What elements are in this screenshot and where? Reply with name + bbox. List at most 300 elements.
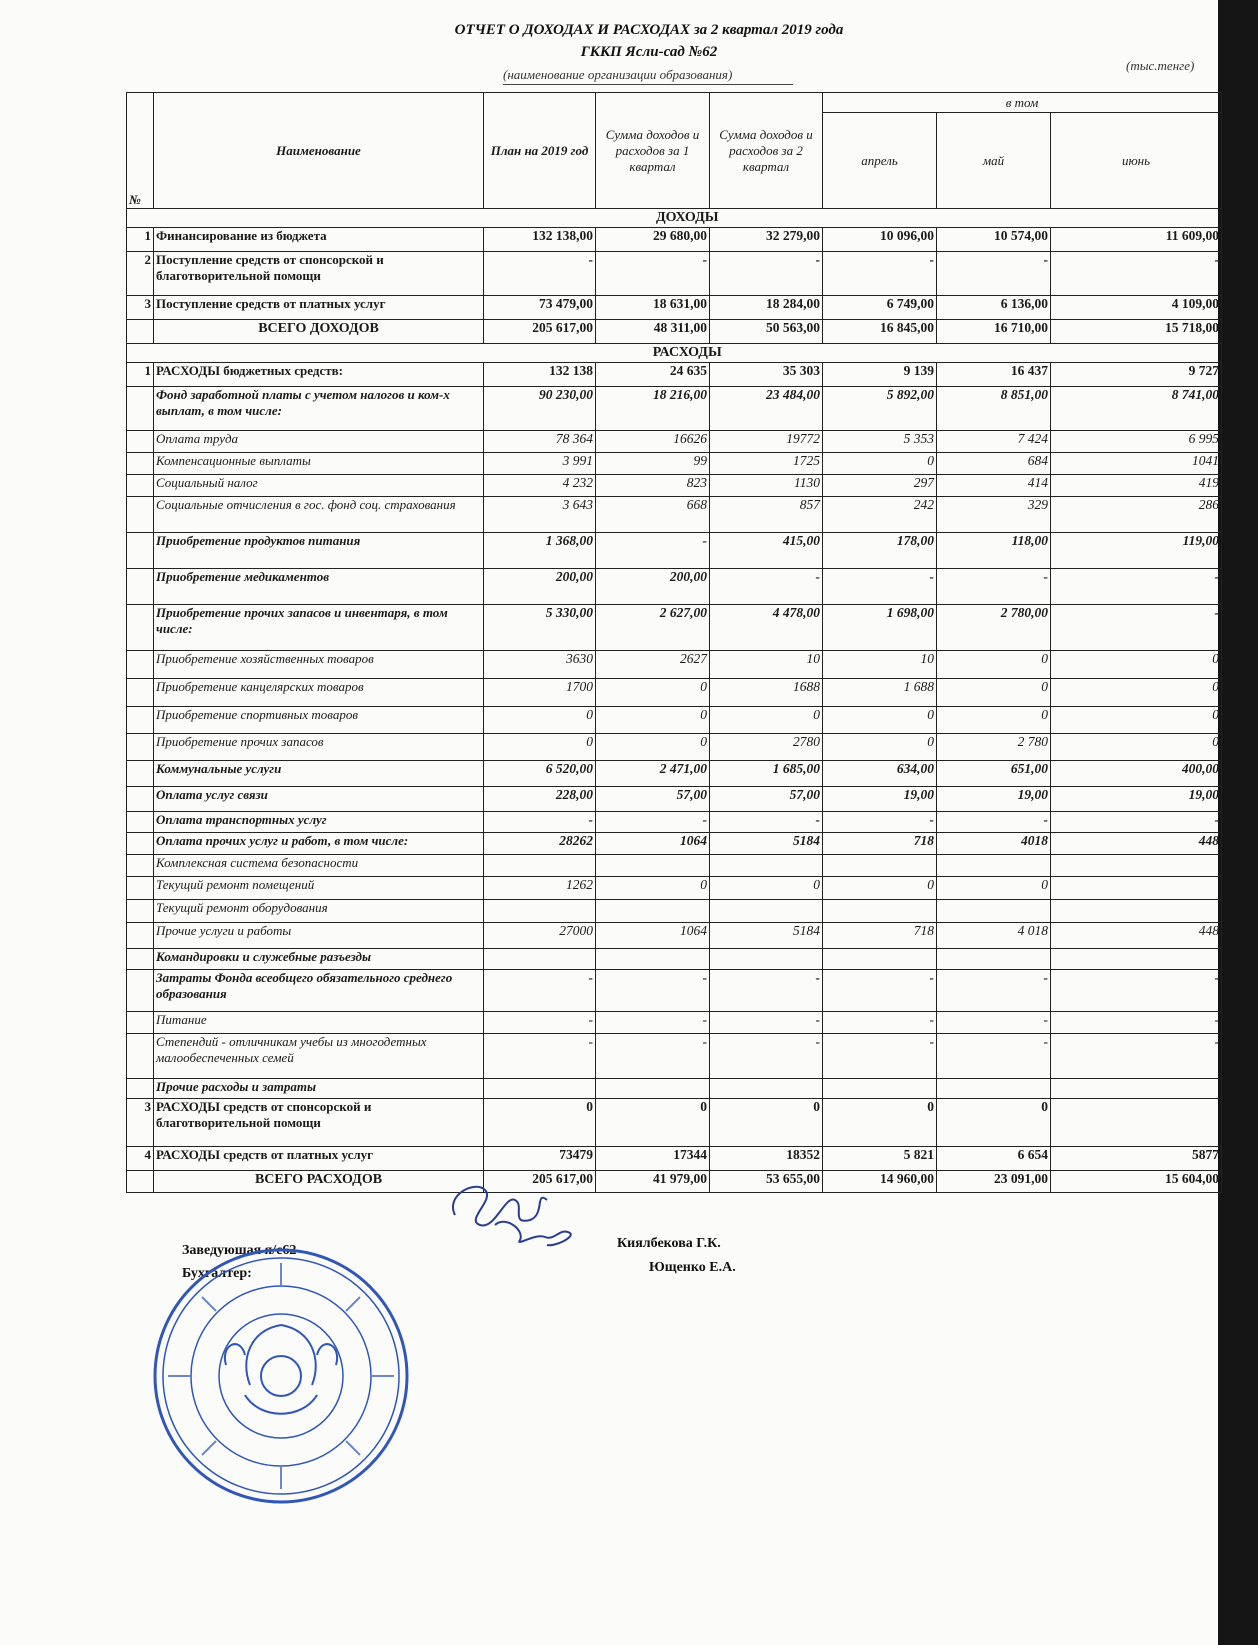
- cell-no: [127, 833, 154, 855]
- cell-q1: -: [596, 812, 710, 833]
- cell-name: ВСЕГО РАСХОДОВ: [154, 1171, 484, 1193]
- cell-jun: 0: [1051, 734, 1222, 761]
- table-row: [127, 761, 1222, 787]
- cell-apr: [823, 949, 937, 970]
- cell-may: 10 574,00: [937, 228, 1051, 252]
- table-row: [127, 877, 1222, 900]
- cell-no: [127, 497, 154, 533]
- cell-plan: 0: [484, 707, 596, 734]
- cell-jun: -: [1051, 812, 1222, 833]
- cell-jun: 5877: [1051, 1147, 1222, 1171]
- expense-rows: [127, 363, 1222, 1193]
- header-may: май: [937, 113, 1051, 209]
- header-april: апрель: [823, 113, 937, 209]
- cell-q1: 16626: [596, 431, 710, 453]
- cell-q1: -: [596, 533, 710, 569]
- cell-name: Текущий ремонт помещений: [154, 877, 484, 900]
- cell-apr: 10: [823, 651, 937, 679]
- cell-may: 19,00: [937, 787, 1051, 812]
- section-expense-label: РАСХОДЫ: [154, 344, 1222, 363]
- cell-q2: 18 284,00: [710, 296, 823, 320]
- cell-name: Приобретение хозяйственных товаров: [154, 651, 484, 679]
- cell-jun: 0: [1051, 707, 1222, 734]
- cell-name: Прочие услуги и работы: [154, 923, 484, 949]
- cell-jun: 419: [1051, 475, 1222, 497]
- cell-name: Фонд заработной платы с учетом налогов и ком-х выплат, в том числе:: [154, 387, 484, 431]
- cell-apr: [823, 900, 937, 923]
- cell-q1: 1064: [596, 833, 710, 855]
- cell-plan: 3630: [484, 651, 596, 679]
- table-row: [127, 855, 1222, 877]
- table-row: [127, 475, 1222, 497]
- cell-name: Компенсационные выплаты: [154, 453, 484, 475]
- cell-q1: 18 216,00: [596, 387, 710, 431]
- cell-jun: -: [1051, 970, 1222, 1012]
- cell-plan: 132 138: [484, 363, 596, 387]
- header-group: в том: [823, 93, 1222, 113]
- cell-name: РАСХОДЫ средств от спонсорской и благотворительной помощи: [154, 1099, 484, 1147]
- cell-plan: 0: [484, 1099, 596, 1147]
- table-row: [127, 949, 1222, 970]
- cell-q1: 1064: [596, 923, 710, 949]
- cell-jun: 448: [1051, 923, 1222, 949]
- table-row: [127, 533, 1222, 569]
- cell-apr: 1 688: [823, 679, 937, 707]
- cell-name: Коммунальные услуги: [154, 761, 484, 787]
- cell-jun: 448: [1051, 833, 1222, 855]
- cell-name: РАСХОДЫ бюджетных средств:: [154, 363, 484, 387]
- cell-apr: 5 892,00: [823, 387, 937, 431]
- cell-jun: 6 995: [1051, 431, 1222, 453]
- cell-plan: 28262: [484, 833, 596, 855]
- cell-no: [127, 949, 154, 970]
- cell-q2: 0: [710, 877, 823, 900]
- cell-q1: 823: [596, 475, 710, 497]
- cell-q1: 2 627,00: [596, 605, 710, 651]
- cell-may: 0: [937, 651, 1051, 679]
- cell-apr: 0: [823, 877, 937, 900]
- cell-plan: 78 364: [484, 431, 596, 453]
- cell-no: [127, 1171, 154, 1193]
- cell-name: Текущий ремонт оборудования: [154, 900, 484, 923]
- cell-q2: 35 303: [710, 363, 823, 387]
- cell-no: [127, 605, 154, 651]
- cell-q1: [596, 949, 710, 970]
- cell-may: [937, 855, 1051, 877]
- cell-name: Оплата прочих услуг и работ, в том числе:: [154, 833, 484, 855]
- cell-jun: 0: [1051, 651, 1222, 679]
- table-row: [127, 431, 1222, 453]
- cell-name: Приобретение прочих запасов и инвентаря, в том числе:: [154, 605, 484, 651]
- cell-no: [127, 812, 154, 833]
- cell-no: [127, 453, 154, 475]
- table-row: [127, 900, 1222, 923]
- cell-q1: [596, 1079, 710, 1099]
- cell-q2: 857: [710, 497, 823, 533]
- cell-name: Поступление средств от спонсорской и благотворительной помощи: [154, 252, 484, 296]
- cell-no: [127, 734, 154, 761]
- cell-q1: 41 979,00: [596, 1171, 710, 1193]
- cell-q2: 415,00: [710, 533, 823, 569]
- cell-name: Приобретение спортивных товаров: [154, 707, 484, 734]
- cell-jun: 15 604,00: [1051, 1171, 1222, 1193]
- cell-apr: 1 698,00: [823, 605, 937, 651]
- table-row: [127, 1079, 1222, 1099]
- cell-plan: [484, 949, 596, 970]
- cell-no: [127, 855, 154, 877]
- cell-jun: 8 741,00: [1051, 387, 1222, 431]
- cell-may: -: [937, 1012, 1051, 1034]
- cell-plan: 205 617,00: [484, 320, 596, 344]
- table-row: [127, 1012, 1222, 1034]
- cell-no: [127, 1012, 154, 1034]
- cell-may: 23 091,00: [937, 1171, 1051, 1193]
- cell-may: 118,00: [937, 533, 1051, 569]
- cell-apr: 5 353: [823, 431, 937, 453]
- cell-q1: 0: [596, 707, 710, 734]
- cell-q1: [596, 900, 710, 923]
- cell-may: 0: [937, 877, 1051, 900]
- cell-may: 0: [937, 1099, 1051, 1147]
- cell-no: [127, 923, 154, 949]
- cell-no: [127, 1034, 154, 1079]
- cell-q2: 1 685,00: [710, 761, 823, 787]
- cell-plan: 3 643: [484, 497, 596, 533]
- cell-plan: 27000: [484, 923, 596, 949]
- cell-no: 2: [127, 252, 154, 296]
- cell-jun: [1051, 949, 1222, 970]
- org-underline: [503, 84, 793, 85]
- cell-q2: 50 563,00: [710, 320, 823, 344]
- cell-q1: [596, 855, 710, 877]
- cell-name: ВСЕГО ДОХОДОВ: [154, 320, 484, 344]
- cell-jun: [1051, 855, 1222, 877]
- cell-jun: [1051, 877, 1222, 900]
- cell-q1: 0: [596, 1099, 710, 1147]
- signature-scribble: [435, 1175, 585, 1250]
- cell-name: Командировки и служебные разъезды: [154, 949, 484, 970]
- cell-plan: 90 230,00: [484, 387, 596, 431]
- cell-apr: 14 960,00: [823, 1171, 937, 1193]
- cell-may: 684: [937, 453, 1051, 475]
- cell-no: [127, 877, 154, 900]
- cell-name: Питание: [154, 1012, 484, 1034]
- cell-q1: 57,00: [596, 787, 710, 812]
- table-row: [127, 387, 1222, 431]
- cell-may: 414: [937, 475, 1051, 497]
- cell-q1: 99: [596, 453, 710, 475]
- cell-plan: 205 617,00: [484, 1171, 596, 1193]
- cell-jun: -: [1051, 1012, 1222, 1034]
- accountant-name: Ющенко Е.А.: [649, 1260, 736, 1275]
- cell-plan: 0: [484, 734, 596, 761]
- cell-q1: -: [596, 1012, 710, 1034]
- table-row: [127, 1099, 1222, 1147]
- accountant-label: Бухгалтер:: [182, 1266, 252, 1281]
- cell-q2: 18352: [710, 1147, 823, 1171]
- cell-jun: 15 718,00: [1051, 320, 1222, 344]
- cell-jun: 4 109,00: [1051, 296, 1222, 320]
- cell-q1: -: [596, 1034, 710, 1079]
- cell-apr: 297: [823, 475, 937, 497]
- section-income-label: ДОХОДЫ: [154, 209, 1222, 228]
- cell-no: [127, 900, 154, 923]
- organization-name: ГККП Ясли-сад №62: [580, 44, 718, 60]
- cell-jun: 119,00: [1051, 533, 1222, 569]
- cell-no: [127, 431, 154, 453]
- cell-plan: -: [484, 812, 596, 833]
- cell-no: [127, 787, 154, 812]
- cell-q2: 53 655,00: [710, 1171, 823, 1193]
- cell-q1: 18 631,00: [596, 296, 710, 320]
- cell-apr: -: [823, 569, 937, 605]
- cell-plan: [484, 1079, 596, 1099]
- cell-jun: [1051, 900, 1222, 923]
- table-row: [127, 707, 1222, 734]
- cell-may: 4018: [937, 833, 1051, 855]
- table-row: [127, 497, 1222, 533]
- cell-q2: 1688: [710, 679, 823, 707]
- table-row: [127, 787, 1222, 812]
- cell-name: Финансирование из бюджета: [154, 228, 484, 252]
- cell-q2: 0: [710, 707, 823, 734]
- cell-apr: 718: [823, 833, 937, 855]
- cell-no: 3: [127, 1099, 154, 1147]
- cell-q2: 5184: [710, 923, 823, 949]
- cell-plan: -: [484, 252, 596, 296]
- income-rows: [127, 228, 1222, 344]
- cell-no: [127, 679, 154, 707]
- cell-plan: -: [484, 1034, 596, 1079]
- cell-may: [937, 949, 1051, 970]
- cell-q2: [710, 855, 823, 877]
- cell-may: 2 780,00: [937, 605, 1051, 651]
- cell-no: 1: [127, 228, 154, 252]
- cell-q2: 23 484,00: [710, 387, 823, 431]
- table-row: [127, 651, 1222, 679]
- cell-name: Оплата услуг связи: [154, 787, 484, 812]
- cell-name: Социальные отчисления в гос. фонд соц. страхования: [154, 497, 484, 533]
- cell-plan: 6 520,00: [484, 761, 596, 787]
- cell-q1: 0: [596, 877, 710, 900]
- cell-q2: -: [710, 970, 823, 1012]
- cell-apr: 178,00: [823, 533, 937, 569]
- cell-plan: 132 138,00: [484, 228, 596, 252]
- cell-no: [127, 1079, 154, 1099]
- cell-jun: 400,00: [1051, 761, 1222, 787]
- cell-q1: 668: [596, 497, 710, 533]
- table-row: [127, 923, 1222, 949]
- cell-q2: 19772: [710, 431, 823, 453]
- table-row: [127, 569, 1222, 605]
- cell-may: 651,00: [937, 761, 1051, 787]
- cell-q1: 17344: [596, 1147, 710, 1171]
- header-name: Наименование: [154, 93, 484, 209]
- table-row: [127, 1147, 1222, 1171]
- cell-jun: 0: [1051, 679, 1222, 707]
- cell-q2: [710, 900, 823, 923]
- cell-may: -: [937, 812, 1051, 833]
- table-row: [127, 970, 1222, 1012]
- cell-name: Приобретение продуктов питания: [154, 533, 484, 569]
- cell-name: Комплексная система безопасности: [154, 855, 484, 877]
- cell-plan: [484, 855, 596, 877]
- cell-apr: -: [823, 252, 937, 296]
- cell-apr: 0: [823, 1099, 937, 1147]
- org-caption: (наименование организации образования): [503, 67, 733, 82]
- cell-jun: -: [1051, 569, 1222, 605]
- cell-q2: -: [710, 1034, 823, 1079]
- cell-q2: -: [710, 252, 823, 296]
- cell-q2: 10: [710, 651, 823, 679]
- cell-plan: 5 330,00: [484, 605, 596, 651]
- cell-no: [127, 387, 154, 431]
- cell-apr: 19,00: [823, 787, 937, 812]
- table-row: [127, 605, 1222, 651]
- cell-q2: 1130: [710, 475, 823, 497]
- cell-q1: 0: [596, 679, 710, 707]
- cell-name: Поступление средств от платных услуг: [154, 296, 484, 320]
- units-label: (тыс.тенге): [1126, 58, 1195, 73]
- cell-name: Приобретение медикаментов: [154, 569, 484, 605]
- table-row: [127, 833, 1222, 855]
- header-no: №: [127, 93, 154, 209]
- header-plan: План на 2019 год: [484, 93, 596, 209]
- table-row: [127, 812, 1222, 833]
- cell-q1: 200,00: [596, 569, 710, 605]
- cell-q2: 0: [710, 1099, 823, 1147]
- cell-jun: 11 609,00: [1051, 228, 1222, 252]
- cell-name: Затраты Фонда всеобщего обязательного среднего образования: [154, 970, 484, 1012]
- cell-may: 0: [937, 707, 1051, 734]
- table-row: [127, 228, 1222, 252]
- cell-apr: 6 749,00: [823, 296, 937, 320]
- cell-plan: 1262: [484, 877, 596, 900]
- cell-plan: -: [484, 1012, 596, 1034]
- cell-no: [127, 651, 154, 679]
- cell-may: 4 018: [937, 923, 1051, 949]
- cell-jun: 1041: [1051, 453, 1222, 475]
- cell-apr: [823, 855, 937, 877]
- cell-may: -: [937, 252, 1051, 296]
- cell-plan: 3 991: [484, 453, 596, 475]
- cell-plan: [484, 900, 596, 923]
- cell-plan: 1700: [484, 679, 596, 707]
- cell-q2: -: [710, 569, 823, 605]
- table-row: [127, 453, 1222, 475]
- cell-may: 6 654: [937, 1147, 1051, 1171]
- cell-jun: [1051, 1079, 1222, 1099]
- cell-plan: 228,00: [484, 787, 596, 812]
- cell-no: 3: [127, 296, 154, 320]
- cell-apr: -: [823, 1012, 937, 1034]
- cell-q1: 0: [596, 734, 710, 761]
- cell-apr: 9 139: [823, 363, 937, 387]
- cell-apr: 718: [823, 923, 937, 949]
- table-row: [127, 734, 1222, 761]
- cell-may: -: [937, 569, 1051, 605]
- head-name: Киялбекова Г.К.: [617, 1236, 721, 1251]
- cell-jun: -: [1051, 1034, 1222, 1079]
- cell-no: [127, 761, 154, 787]
- cell-name: РАСХОДЫ средств от платных услуг: [154, 1147, 484, 1171]
- header-june: июнь: [1051, 113, 1222, 209]
- cell-may: 16 437: [937, 363, 1051, 387]
- cell-jun: 19,00: [1051, 787, 1222, 812]
- cell-apr: 0: [823, 707, 937, 734]
- cell-no: 1: [127, 363, 154, 387]
- section-income: [127, 209, 1222, 228]
- cell-apr: 5 821: [823, 1147, 937, 1171]
- cell-q2: 57,00: [710, 787, 823, 812]
- cell-q2: 1725: [710, 453, 823, 475]
- cell-apr: -: [823, 1034, 937, 1079]
- cell-q2: [710, 1079, 823, 1099]
- cell-plan: -: [484, 970, 596, 1012]
- cell-plan: 4 232: [484, 475, 596, 497]
- cell-apr: 242: [823, 497, 937, 533]
- table-row: [127, 252, 1222, 296]
- cell-apr: [823, 1079, 937, 1099]
- cell-plan: 200,00: [484, 569, 596, 605]
- cell-may: 329: [937, 497, 1051, 533]
- cell-may: -: [937, 970, 1051, 1012]
- cell-apr: 16 845,00: [823, 320, 937, 344]
- cell-q1: 2 471,00: [596, 761, 710, 787]
- cell-plan: 73 479,00: [484, 296, 596, 320]
- cell-q2: -: [710, 1012, 823, 1034]
- cell-q1: -: [596, 970, 710, 1012]
- cell-q1: 24 635: [596, 363, 710, 387]
- table-row: [127, 1034, 1222, 1079]
- cell-plan: 1 368,00: [484, 533, 596, 569]
- cell-may: 16 710,00: [937, 320, 1051, 344]
- cell-q2: 2780: [710, 734, 823, 761]
- cell-q1: -: [596, 252, 710, 296]
- cell-name: Оплата транспортных услуг: [154, 812, 484, 833]
- cell-no: [127, 533, 154, 569]
- cell-may: 0: [937, 679, 1051, 707]
- header-row-top: [127, 93, 1222, 113]
- cell-q1: 48 311,00: [596, 320, 710, 344]
- cell-jun: -: [1051, 605, 1222, 651]
- cell-no: [127, 970, 154, 1012]
- cell-q2: [710, 949, 823, 970]
- cell-q2: 5184: [710, 833, 823, 855]
- cell-name: Приобретение прочих запасов: [154, 734, 484, 761]
- cell-q1: 29 680,00: [596, 228, 710, 252]
- cell-jun: [1051, 1099, 1222, 1147]
- cell-q2: 32 279,00: [710, 228, 823, 252]
- cell-jun: -: [1051, 252, 1222, 296]
- cell-apr: 10 096,00: [823, 228, 937, 252]
- head-label: Заведующая я/с62: [182, 1243, 297, 1258]
- cell-no: [127, 707, 154, 734]
- report-title: ОТЧЕТ О ДОХОДАХ И РАСХОДАХ за 2 квартал 2019 года: [454, 22, 844, 38]
- cell-may: 7 424: [937, 431, 1051, 453]
- table-row: [127, 679, 1222, 707]
- cell-jun: 9 727: [1051, 363, 1222, 387]
- cell-apr: 0: [823, 453, 937, 475]
- section-expense: [127, 344, 1222, 363]
- cell-may: [937, 1079, 1051, 1099]
- cell-no: [127, 569, 154, 605]
- cell-may: 2 780: [937, 734, 1051, 761]
- cell-apr: -: [823, 970, 937, 1012]
- cell-q2: -: [710, 812, 823, 833]
- cell-no: [127, 475, 154, 497]
- cell-apr: 634,00: [823, 761, 937, 787]
